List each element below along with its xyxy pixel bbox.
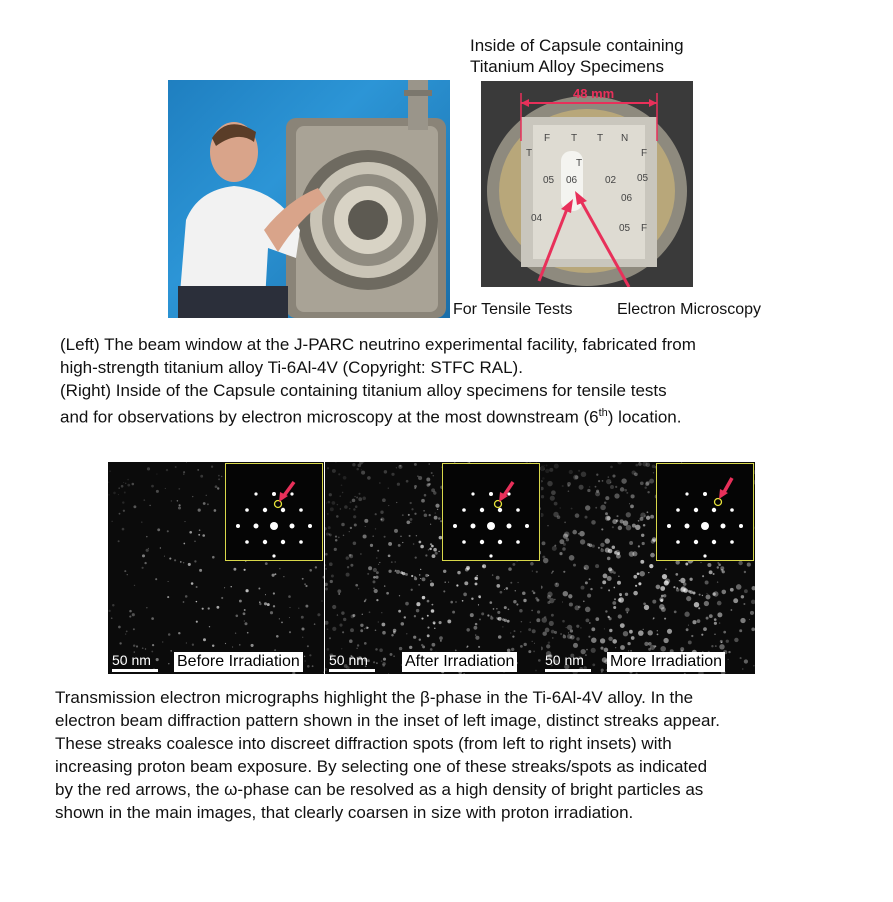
caption-right-line-2: [60, 402, 850, 429]
diffraction-inset-after: [442, 463, 540, 561]
capsule-title: [470, 35, 684, 77]
specimen-mark: T: [526, 148, 533, 159]
specimen-mark: T: [576, 158, 583, 169]
panel-label-after: After Irradiation: [402, 652, 517, 672]
capsule-title-line-2: Titanium Alloy Specimens: [470, 57, 665, 76]
bottom-caption-line: by the red arrows, the ω-phase can be resolved as a high density of bright particles as: [55, 780, 704, 799]
diffraction-inset-more: [656, 463, 754, 561]
specimen-mark: F: [641, 148, 648, 159]
scale-bar: [112, 669, 158, 672]
specimen-mark: 04: [531, 213, 543, 224]
bottom-caption-line: electron beam diffraction pattern shown in the inset of left image, distinct streaks appear.: [55, 711, 720, 730]
specimen-mark: F: [641, 223, 648, 234]
tem-panel-more: [541, 462, 755, 674]
specimen-mark: F: [544, 133, 551, 144]
bottom-caption-line: Transmission electron micrographs highlight the β-phase in the Ti-6Al-4V alloy. In the: [55, 688, 694, 707]
electron-microscopy-label: Electron Microscopy: [617, 301, 762, 318]
panel-label-more: More Irradiation: [607, 652, 725, 672]
caption-left-line-1: (Left) The beam window at the J-PARC neutrino experimental facility, fabricated from: [60, 335, 696, 354]
tensile-tests-label: For Tensile Tests: [453, 301, 573, 318]
panel-label-before: Before Irradiation: [174, 652, 303, 672]
tem-panel-before: [108, 462, 324, 674]
specimen-mark: 02: [605, 175, 617, 186]
capsule-illustration: [481, 81, 693, 287]
bottom-caption: [55, 686, 833, 824]
top-caption: [60, 333, 850, 429]
specimen-mark: 06: [566, 175, 578, 186]
scale-bar: [329, 669, 375, 672]
capsule-title-line-1: Inside of Capsule containing: [470, 36, 684, 55]
specimen-mark: T: [597, 133, 604, 144]
bottom-caption-line: increasing proton beam exposure. By selecting one of these streaks/spots as indicated: [55, 757, 708, 776]
caption-superscript: th: [598, 407, 608, 419]
caption-left-line-2: high-strength titanium alloy Ti-6Al-4V (Copyright: STFC RAL).: [60, 358, 523, 377]
specimen-mark: 05: [619, 223, 631, 234]
capsule-photo: [481, 81, 693, 287]
tem-panel-after: [325, 462, 541, 674]
diffraction-pattern: [443, 464, 539, 560]
diffraction-pattern: [226, 464, 322, 560]
specimen-mark: N: [621, 133, 629, 144]
scale-label: 50 nm: [329, 652, 368, 668]
specimen-mark: T: [571, 133, 578, 144]
beam-window-photo: [168, 80, 450, 318]
diffraction-pattern: [657, 464, 753, 560]
caption-right-text: and for observations by electron microscopy at the most downstream (6: [60, 407, 599, 427]
beam-window-illustration: [168, 80, 450, 318]
bottom-caption-line: These streaks coalesce into discreet diffraction spots (from left to right insets) with: [55, 734, 672, 753]
scale-label: 50 nm: [112, 652, 151, 668]
specimen-mark: 05: [637, 173, 649, 184]
caption-right-text-end: ) location.: [607, 407, 682, 427]
capsule-dimension: 48 mm: [573, 86, 615, 101]
caption-right-line-1: (Right) Inside of the Capsule containing titanium alloy specimens for tensile tests: [60, 381, 667, 400]
specimen-mark: 06: [621, 193, 633, 204]
specimen-mark: 05: [543, 175, 555, 186]
bottom-caption-line: shown in the main images, that clearly coarsen in size with proton irradiation.: [55, 803, 634, 822]
diffraction-inset-before: [225, 463, 323, 561]
scale-label: 50 nm: [545, 652, 584, 668]
scale-bar: [545, 669, 591, 672]
